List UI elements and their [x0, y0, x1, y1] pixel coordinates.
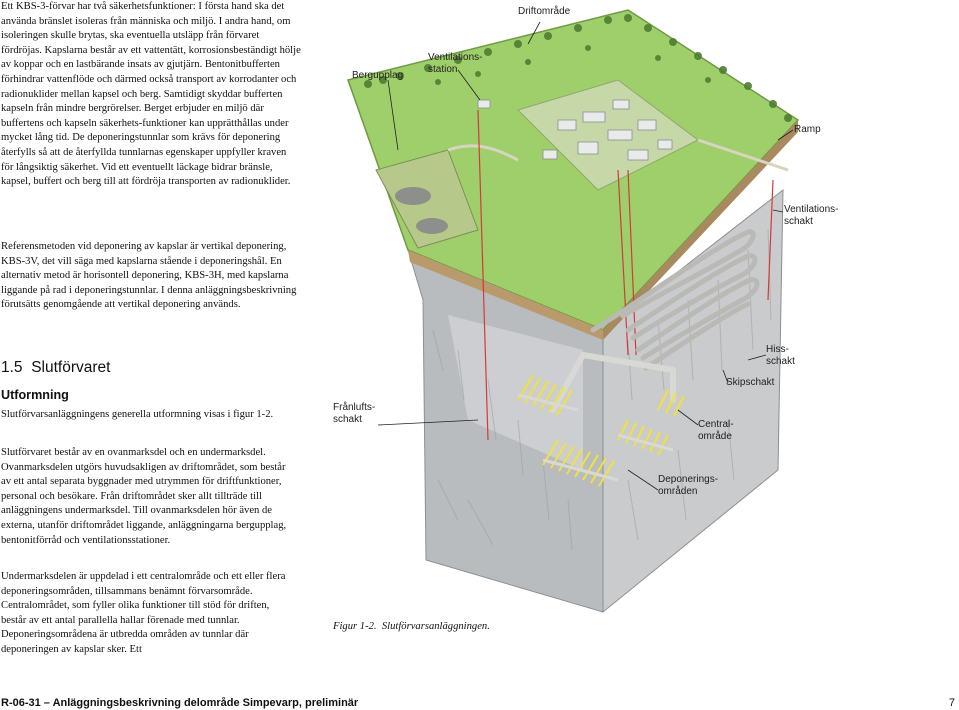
label-skip-shaft: Skipschakt	[726, 377, 775, 388]
label-ventilation-station-1: Ventilations-	[428, 52, 483, 63]
label-exhaust-shaft-1: Frånlufts-	[333, 402, 376, 413]
label-exhaust-shaft-2: schakt	[333, 414, 362, 425]
section-heading	[1, 359, 110, 377]
rock-pile	[395, 187, 431, 205]
section-title: Slutförvaret	[31, 359, 111, 376]
label-bergupplag: Bergupplag	[352, 70, 404, 81]
paragraph-above-ground: Slutförvaret består av en ovanmarksdel och en undermarksdel. Ovanmarksdelen utgörs huvudsakligen av driftområdet, som består av ett antal separata byggnader med utrymmen för driftfunktioner, personal och besökare. Från driftområdet sker allt tillträde till anläggningens undermarksdel. Till ovanmarksdelen hör även de externa, utanför driftområdet liggande, anläggningarna bergupplag, bentonitförråd och ventilationsstationer.	[1, 447, 287, 546]
label-deposition-areas-1: Deponerings-	[658, 474, 719, 485]
paragraph-reference-method: Referensmetoden vid deponering av kapslar är vertikal deponering, KBS-3V, det vill säga med kapslarna stående i deponeringshål. En alternativ metod är horisontell deponering, KBS-3H, med kapslarna liggande på rad i deponeringstunnlar. I denna anläggningsbeskrivning förutsätts genomgående att vertikal deponering används.	[1, 241, 297, 311]
paragraph-safety-functions: Ett KBS-3-förvar har två säkerhetsfunktioner: I första hand ska det använda bränslet isoleras från människa och miljö. I andra hand, om isoleringen skulle brytas, ska eventuella utsläpp från förvaret fördröjas. Kapslarna består av ett vattentätt, korrosionsbeständigt hölje av koppar och en lastbärande insats av gjutjärn. Bentonitbufferten förhindrar vattenflöde och därmed också transport av korrodanter och radionuklider mellan kapsel och berg. Samtidigt skyddar bufferten kapseln från mindre bergrörelser. Berget erbjuder en miljö där buffertens och kapseln säkerhets-funktioner kan upprätthållas under mycket lång tid. De deponeringstunnlar som krävs för deponering återfylls så att de återfyllda tunnlarnas egenskaper uppfyller kraven för långsiktig säkerhet. Vid ett eventuellt läckage bidrar bränsle, kapsel, buffert och berg till att fördröja transporten av radionuklider.	[1, 1, 301, 188]
figure-caption	[333, 621, 490, 632]
label-ventilation-station-2: station	[428, 64, 458, 75]
figure-caption-text: Slutförvarsanläggningen.	[381, 621, 490, 632]
label-deposition-areas-2: områden	[658, 486, 698, 497]
rock-pile	[416, 218, 448, 234]
label-hoist-shaft-2: schakt	[766, 356, 795, 367]
section-number: 1.5	[1, 359, 23, 376]
label-driftomrade: Driftområde	[518, 6, 571, 17]
label-ramp: Ramp	[794, 124, 821, 135]
page-number: 7	[948, 697, 955, 709]
label-central-area-1: Central-	[698, 419, 734, 430]
label-ventilation-shaft-1: Ventilations-	[784, 204, 839, 215]
ventilation-station-building	[478, 100, 490, 108]
subsection-heading: Utformning	[1, 388, 69, 402]
repository-block-diagram	[328, 0, 959, 615]
label-ventilation-shaft-2: schakt	[784, 216, 813, 227]
footer-text: R-06-31 – Anläggningsbeskrivning delområde Simpevarp, preliminär	[1, 697, 359, 709]
paragraph-underground: Undermarksdelen är uppdelad i ett centralområde och ett eller flera deponeringsområden, tillsammans benämnt förvarsområde. Centralområdet, som fyller olika funktioner till stöd för driften, består av ett antal parallella hallar förenade med tunnlar. Deponeringsområdena är utbredda områden av tunnlar där deponeringen av kapslar sker. Ett	[1, 571, 286, 655]
label-central-area-2: område	[698, 431, 732, 442]
paragraph-figure-reference: Slutförvarsanläggningens generella utformning visas i figur 1-2.	[1, 409, 274, 420]
label-hoist-shaft-1: Hiss-	[766, 344, 789, 355]
figure-caption-label: Figur 1-2.	[333, 621, 377, 632]
repository-illustration	[328, 0, 959, 615]
